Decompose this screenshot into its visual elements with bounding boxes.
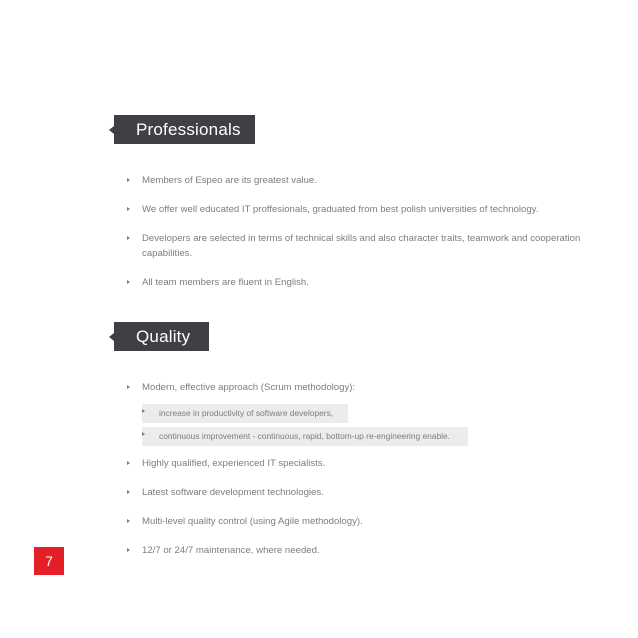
header-notch: [109, 126, 114, 134]
professionals-list: [127, 173, 587, 290]
bullet-arrow-icon: [127, 385, 130, 389]
list-item: Highly qualified, experienced IT specialists.: [127, 456, 587, 471]
list-item: We offer well educated IT proffesionals, graduated from best polish universities of technology.: [127, 202, 587, 217]
bullet-arrow-icon: [127, 519, 130, 523]
bullet-arrow-icon: [127, 490, 130, 494]
sub-list-container: [127, 404, 587, 446]
bullet-arrow-icon: [127, 461, 130, 465]
bullet-arrow-icon: [127, 236, 130, 240]
list-item: Developers are selected in terms of technical skills and also character traits, teamwork and cooperation capabilities.: [127, 231, 587, 261]
bullet-arrow-icon: [127, 280, 130, 284]
list-item: Modern, effective approach (Scrum methodology):: [127, 380, 587, 395]
list-item: Multi-level quality control (using Agile methodology).: [127, 514, 587, 529]
bullet-arrow-icon: [142, 409, 145, 413]
bullet-arrow-icon: [127, 207, 130, 211]
list-item: 12/7 or 24/7 maintenance, where needed.: [127, 543, 587, 558]
sub-list-item: increase in productivity of software developers,: [142, 404, 348, 423]
bullet-arrow-icon: [127, 548, 130, 552]
list-item: Latest software development technologies.: [127, 485, 587, 500]
list-item: All team members are fluent in English.: [127, 275, 587, 290]
sub-list-item: continuous improvement - continuous, rapid, bottom-up re-engineering enable.: [142, 427, 468, 446]
header-notch: [109, 333, 114, 341]
list-item: Members of Espeo are its greatest value.: [127, 173, 587, 188]
section-header-professionals: [114, 115, 255, 144]
section-header-quality: [114, 322, 209, 351]
bullet-arrow-icon: [142, 432, 145, 436]
bullet-arrow-icon: [127, 178, 130, 182]
section-title: Quality: [136, 327, 191, 346]
page-number: 7: [34, 547, 64, 575]
section-title: Professionals: [136, 120, 241, 139]
quality-list: [127, 380, 587, 558]
